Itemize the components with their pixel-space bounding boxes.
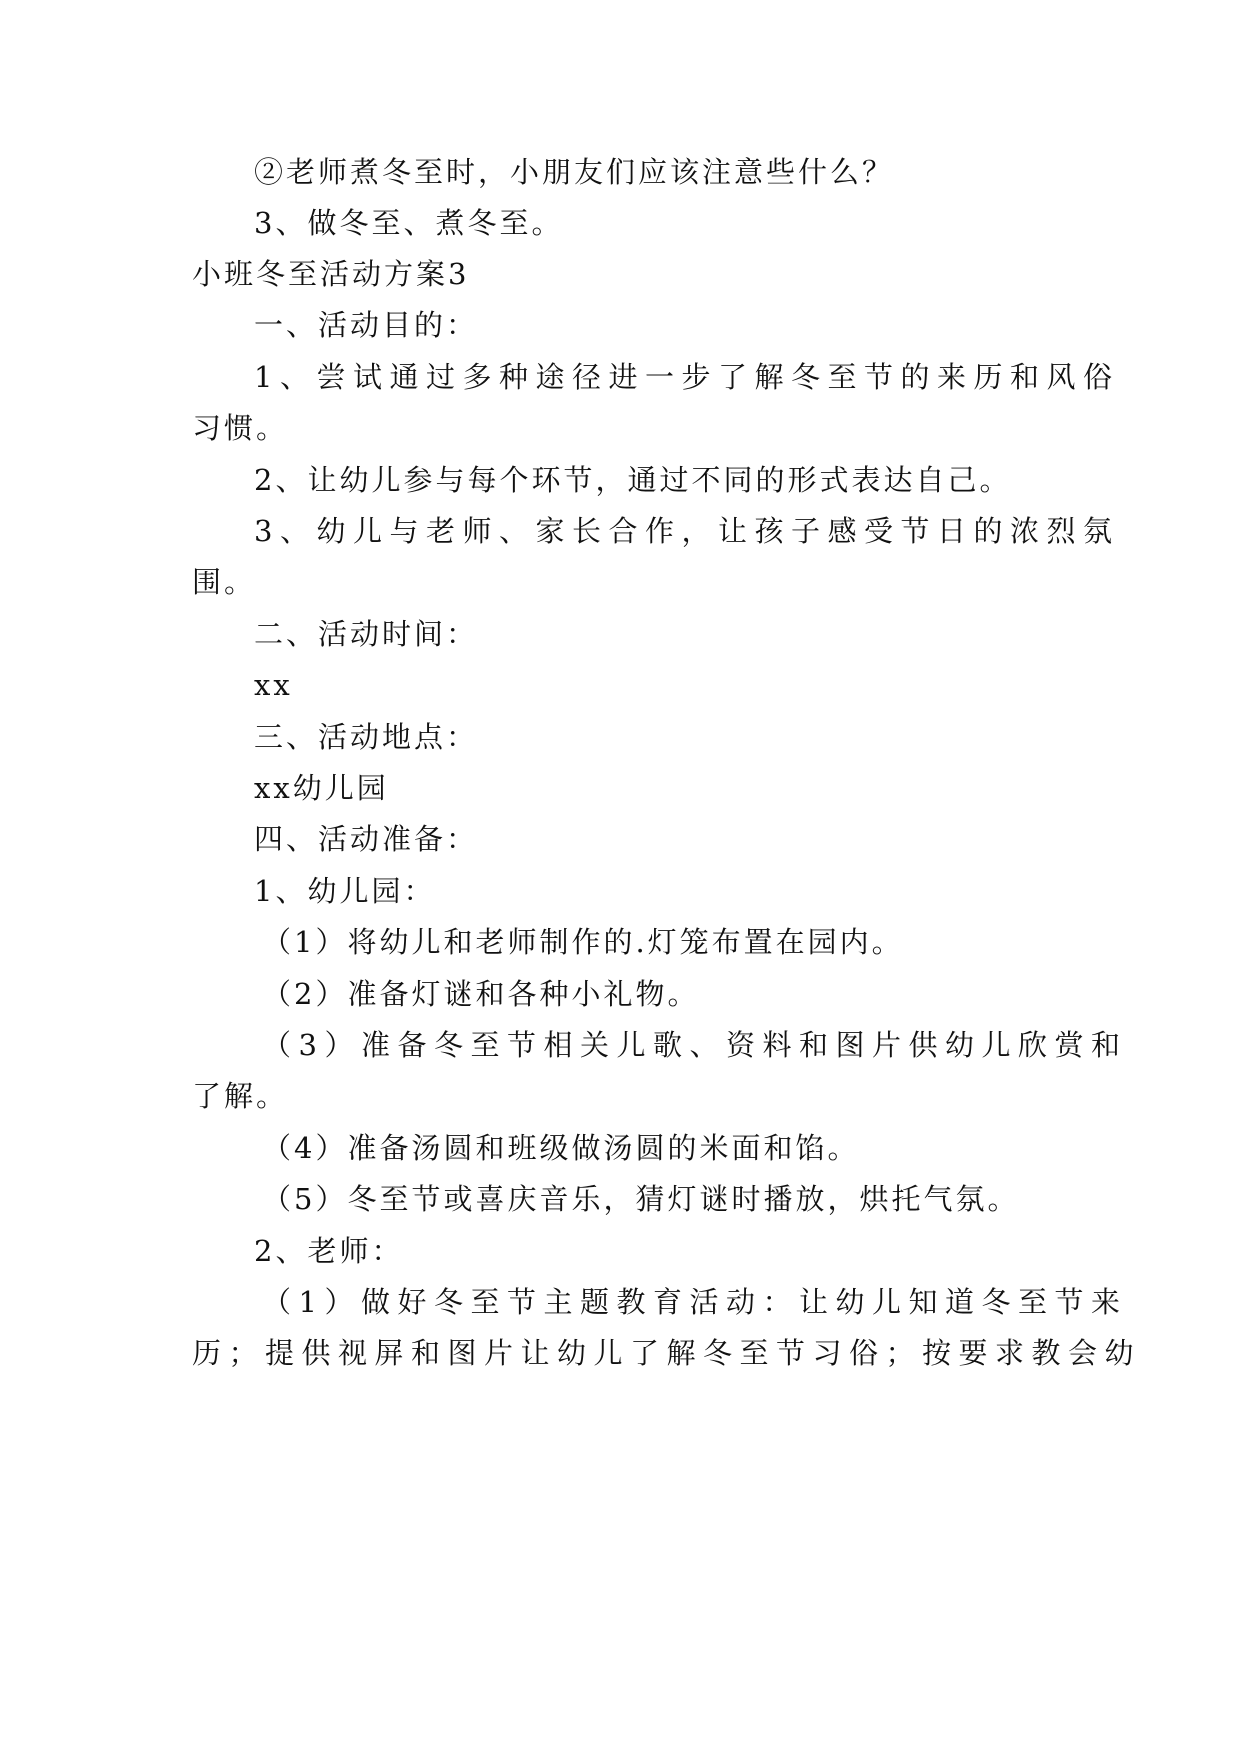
paragraph-line: 2、老师： — [254, 1234, 404, 1268]
paragraph-line: 1、尝试通过多种途径进一步了解冬至节的来历和风俗 — [254, 360, 1120, 394]
paragraph-line: 了解。 — [192, 1079, 289, 1113]
list-item: （3）准备冬至节相关儿歌、资料和图片供幼儿欣赏和 — [262, 1028, 1128, 1062]
list-item: （4）准备汤圆和班级做汤圆的米面和馅。 — [262, 1131, 860, 1165]
paragraph-line: 1、幼儿园： — [254, 874, 436, 908]
paragraph-line: 3、幼儿与老师、家长合作，让孩子感受节日的浓烈氛 — [254, 514, 1120, 548]
paragraph-line: 历；提供视屏和图片让幼儿了解冬至节习俗；按要求教会幼 — [192, 1336, 1142, 1370]
paragraph-line: 2、让幼儿参与每个环节，通过不同的形式表达自己。 — [254, 463, 1012, 497]
list-item: （1）做好冬至节主题教育活动：让幼儿知道冬至节来 — [262, 1285, 1128, 1319]
section-heading: 三、活动地点： — [254, 720, 479, 754]
paragraph-line: 围。 — [192, 565, 257, 599]
section-heading: 四、活动准备： — [254, 822, 479, 856]
paragraph-line: xx — [254, 668, 293, 702]
list-item: （1）将幼儿和老师制作的.灯笼布置在园内。 — [262, 925, 904, 959]
paragraph-line: 习惯。 — [192, 411, 289, 445]
section-heading: 二、活动时间： — [254, 617, 479, 651]
list-item: （2）准备灯谜和各种小礼物。 — [262, 977, 700, 1011]
list-item: （5）冬至节或喜庆音乐，猜灯谜时播放，烘托气氛。 — [262, 1182, 1020, 1216]
paragraph-line: xx幼儿园 — [254, 771, 389, 805]
paragraph-line: 3、做冬至、煮冬至。 — [254, 206, 564, 240]
paragraph-line: ②老师煮冬至时，小朋友们应该注意些什么？ — [254, 155, 895, 189]
section-heading: 一、活动目的： — [254, 308, 479, 342]
section-title: 小班冬至活动方案3 — [192, 257, 470, 291]
